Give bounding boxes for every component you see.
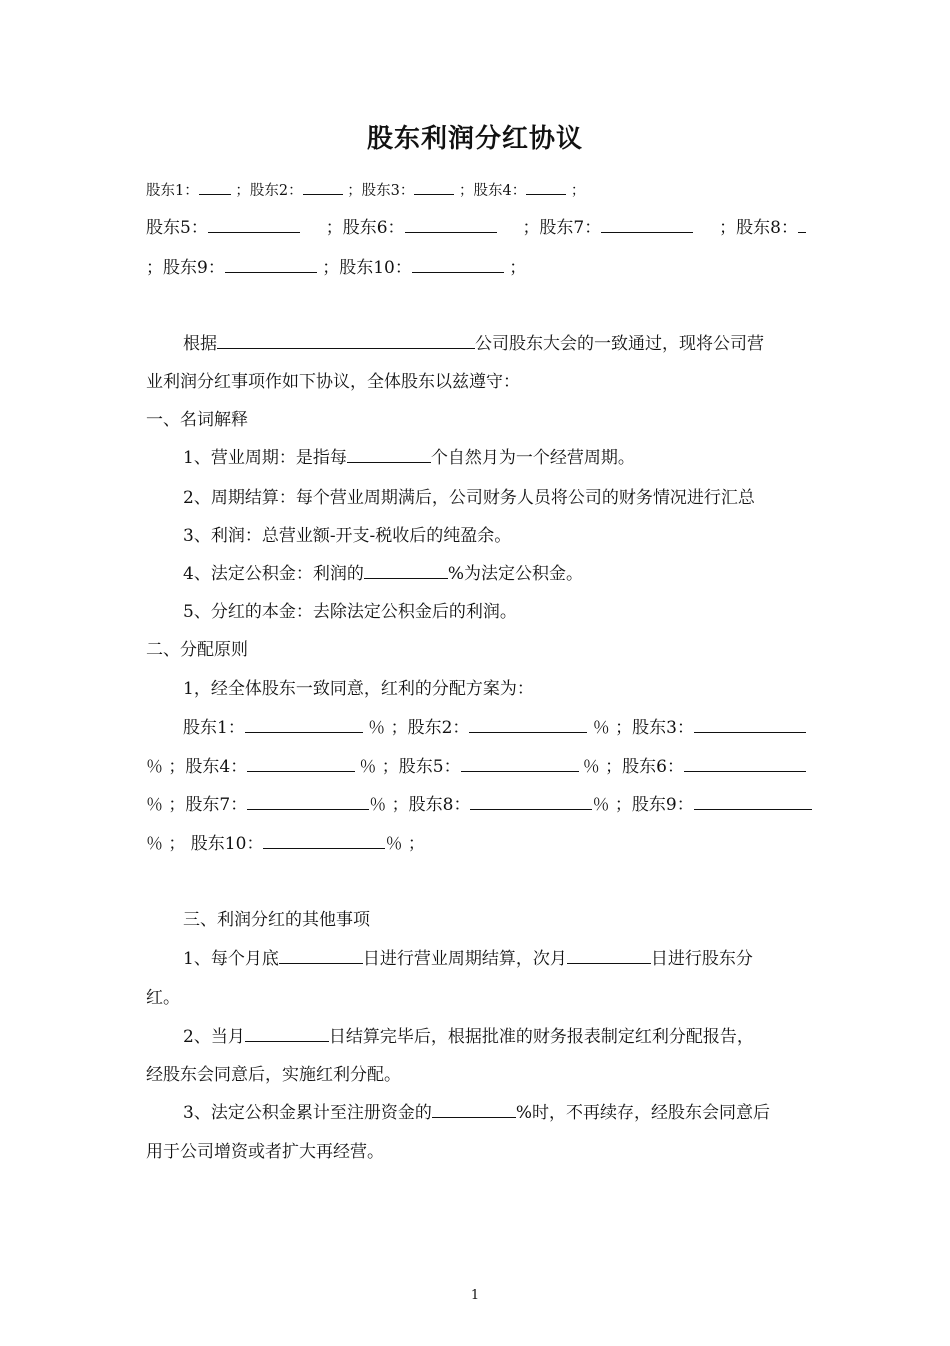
shareholder-header-line-2 xyxy=(146,216,806,240)
item-text: 1、营业周期：是指每 xyxy=(183,448,347,468)
share-percent-blank[interactable] xyxy=(247,793,369,810)
page-number: 1 xyxy=(470,1288,480,1303)
section-3-item-1-cont: 红。 xyxy=(146,988,180,1008)
separator: ； xyxy=(509,258,527,278)
share-percent-blank[interactable] xyxy=(461,755,579,772)
shareholder-8-label: ；股东8： xyxy=(719,218,798,238)
blank-field[interactable] xyxy=(364,562,448,579)
section-1-item-1 xyxy=(183,446,806,470)
item-text: 3、法定公积金累计至注册资金的 xyxy=(183,1103,432,1123)
item-text: 日进行股东分 xyxy=(650,949,753,969)
item-text: 1、每个月底 xyxy=(183,949,279,969)
intro-line-2: 业利润分红事项作如下协议，全体股东以兹遵守： xyxy=(146,372,520,392)
distribution-line-4 xyxy=(146,832,806,856)
blank-field[interactable] xyxy=(405,216,497,233)
item-text: 2、当月 xyxy=(183,1027,245,1047)
shareholder-9-share-label: ％ ；股东9： xyxy=(592,795,694,815)
blank-field[interactable] xyxy=(798,216,806,233)
section-3-item-2 xyxy=(183,1025,806,1049)
blank-field[interactable] xyxy=(526,178,566,195)
item-text: 4、法定公积金：利润的 xyxy=(183,564,364,584)
shareholder-2-share-label: ％ ；股东2： xyxy=(368,718,470,738)
shareholder-2-label: ；股东2： xyxy=(235,183,303,199)
shareholder-3-label: ；股东3： xyxy=(347,183,415,199)
distribution-line-2 xyxy=(146,755,806,779)
section-3-item-1 xyxy=(183,947,806,971)
item-text: 日结算完毕后，根据批准的财务报表制定红利分配报告， xyxy=(328,1027,754,1047)
shareholder-header-line-1 xyxy=(146,178,806,203)
blank-field[interactable] xyxy=(412,256,504,273)
item-text: 日进行营业周期结算，次月 xyxy=(362,949,567,969)
shareholder-4-label: ；股东4： xyxy=(459,183,527,199)
intro-text: 根据 xyxy=(183,334,217,354)
separator: ％ ； xyxy=(385,834,425,854)
document-title: 股东利润分红协议 xyxy=(366,124,583,154)
section-1-item-3: 3、利润：总营业额-开支-税收后的纯盈余。 xyxy=(183,526,512,546)
section-2-heading: 二、分配原则 xyxy=(146,640,248,660)
share-percent-blank[interactable] xyxy=(263,832,385,849)
item-text: %时，不再续存，经股东会同意后 xyxy=(515,1103,770,1123)
distribution-line-1 xyxy=(183,716,806,740)
shareholder-5-label: 股东5： xyxy=(146,218,208,238)
shareholder-3-share-label: ％ ；股东3： xyxy=(592,718,694,738)
section-3-item-2-cont: 经股东会同意后，实施红利分配。 xyxy=(146,1065,401,1085)
shareholder-7-label: ；股东7： xyxy=(522,218,602,238)
shareholder-7-share-label: ％ ；股东7： xyxy=(146,795,248,815)
company-name-blank[interactable] xyxy=(217,332,475,349)
blank-field[interactable] xyxy=(347,446,431,463)
blank-field[interactable] xyxy=(601,216,693,233)
shareholder-4-share-label: ％ ；股东4： xyxy=(146,757,248,777)
shareholder-header-line-3 xyxy=(146,256,806,280)
share-percent-blank[interactable] xyxy=(469,716,587,733)
intro-line-1 xyxy=(183,332,806,356)
shareholder-5-share-label: ％ ；股东5： xyxy=(359,757,461,777)
blank-field[interactable] xyxy=(199,178,231,195)
item-text: %为法定公积金。 xyxy=(447,564,583,584)
blank-field[interactable] xyxy=(279,947,363,964)
share-percent-blank[interactable] xyxy=(247,755,355,772)
shareholder-6-label: ；股东6： xyxy=(325,218,405,238)
section-1-heading: 一、名词解释 xyxy=(146,410,248,430)
shareholder-8-share-label: ％ ；股东8： xyxy=(369,795,471,815)
shareholder-10-label: ；股东10： xyxy=(322,258,412,278)
shareholder-1-share-label: 股东1： xyxy=(183,718,245,738)
share-percent-blank[interactable] xyxy=(694,716,806,733)
share-percent-blank[interactable] xyxy=(245,716,363,733)
intro-text: 公司股东大会的一致通过，现将公司营 xyxy=(475,334,764,354)
blank-field[interactable] xyxy=(208,216,300,233)
section-3-heading: 三、利润分红的其他事项 xyxy=(183,910,370,930)
section-1-item-5: 5、分红的本金：去除法定公积金后的利润。 xyxy=(183,602,517,622)
blank-field[interactable] xyxy=(303,178,343,195)
shareholder-1-label: 股东1： xyxy=(146,183,199,199)
share-percent-blank[interactable] xyxy=(470,793,592,810)
share-percent-blank[interactable] xyxy=(694,793,812,810)
item-text: 个自然月为一个经营周期。 xyxy=(430,448,635,468)
shareholder-9-label: ；股东9： xyxy=(146,258,225,278)
shareholder-10-share-label: ％ ； 股东10： xyxy=(146,834,264,854)
separator: ； xyxy=(570,183,586,199)
blank-field[interactable] xyxy=(245,1025,329,1042)
blank-field[interactable] xyxy=(567,947,651,964)
section-2-item-1: 1，经全体股东一致同意，红利的分配方案为： xyxy=(183,679,534,699)
section-3-item-3-cont: 用于公司增资或者扩大再经营。 xyxy=(146,1142,384,1162)
section-1-item-4 xyxy=(183,562,806,586)
blank-field[interactable] xyxy=(414,178,454,195)
distribution-line-3 xyxy=(146,793,806,817)
blank-field[interactable] xyxy=(225,256,317,273)
share-percent-blank[interactable] xyxy=(684,755,806,772)
section-1-item-2: 2、周期结算：每个营业周期满后，公司财务人员将公司的财务情况进行汇总 xyxy=(183,488,755,508)
shareholder-6-share-label: ％ ；股东6： xyxy=(582,757,684,777)
section-3-item-3 xyxy=(183,1101,806,1125)
blank-field[interactable] xyxy=(432,1101,516,1118)
